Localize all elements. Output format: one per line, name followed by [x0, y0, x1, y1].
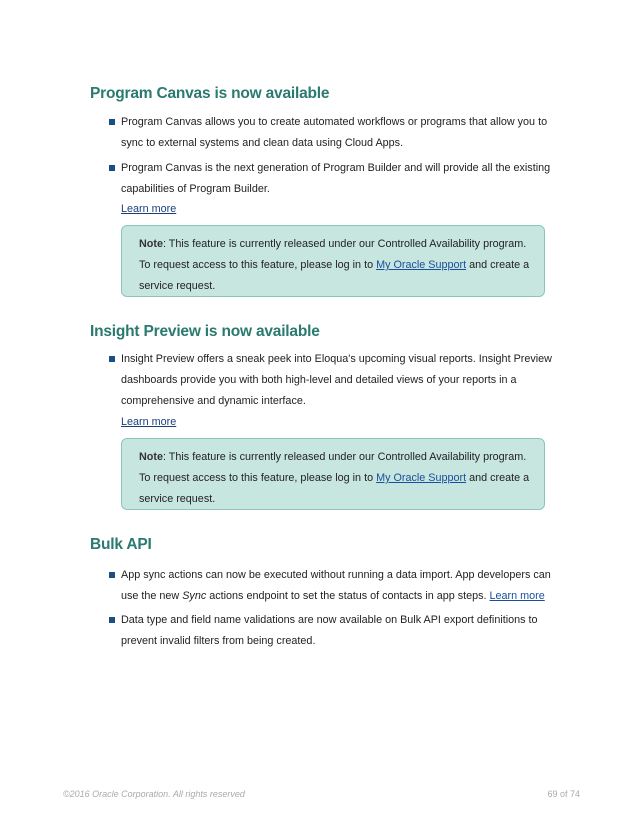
bullet-text: Program Canvas is the next generation of Program Builder and will provide all the existing capabilities of Program Builder. [121, 162, 551, 195]
learn-more-link[interactable]: Learn more [489, 590, 545, 602]
note-text: : This feature is currently released under our Controlled Availability program. To request access to this feature, please log in to [139, 238, 527, 271]
bullet-text: Insight Preview offers a sneak peek into Eloqua's upcoming visual reports. Insight Preview dashboards provide you with both high-level and detailed views of your reports in a comprehensive and dynamic interface. [121, 353, 552, 407]
footer-page-number: 69 of 74 [547, 789, 580, 799]
note-label: Note [139, 238, 163, 250]
bullet-text-part: App sync actions can now be executed without running a data import. App developers can use the new [121, 569, 551, 602]
learn-more-link[interactable]: Learn more [121, 416, 177, 428]
bullet-item [107, 112, 567, 154]
bullet-item [107, 610, 567, 652]
bullet-square-icon [109, 572, 115, 578]
note-box [121, 225, 545, 297]
bullet-item [107, 565, 567, 607]
bullet-square-icon [109, 119, 115, 125]
note-text: : This feature is currently released under our Controlled Availability program. To request access to this feature, please log in to [139, 451, 527, 484]
bullet-text [121, 565, 567, 607]
bullet-text: Data type and field name validations are now available on Bulk API export definitions to prevent invalid filters from being created. [121, 614, 538, 647]
bullet-square-icon [109, 617, 115, 623]
learn-more-link[interactable]: Learn more [121, 203, 177, 215]
bullet-item [107, 158, 567, 200]
bullet-item [107, 349, 567, 412]
my-oracle-support-link[interactable]: My Oracle Support [376, 259, 467, 271]
note-text-end: and create a service request. [139, 259, 530, 292]
note-text-end: and create a service request. [139, 472, 530, 505]
bullet-square-icon [109, 165, 115, 171]
my-oracle-support-link[interactable]: My Oracle Support [376, 472, 467, 484]
footer-copyright: ©2016 Oracle Corporation. All rights reserved [63, 789, 245, 799]
section-heading-bulk-api: Bulk API [90, 536, 152, 553]
note-label: Note [139, 451, 163, 463]
section-heading-program-canvas: Program Canvas is now available [90, 85, 330, 102]
bullet-square-icon [109, 356, 115, 362]
bullet-text: Program Canvas allows you to create automated workflows or programs that allow you to sync to external systems and clean data using Cloud Apps. [121, 116, 548, 149]
note-box [121, 438, 545, 510]
bullet-text-part: actions endpoint to set the status of contacts in app steps. [206, 590, 490, 602]
sync-emphasis: Sync [182, 590, 207, 602]
section-heading-insight-preview: Insight Preview is now available [90, 323, 320, 340]
